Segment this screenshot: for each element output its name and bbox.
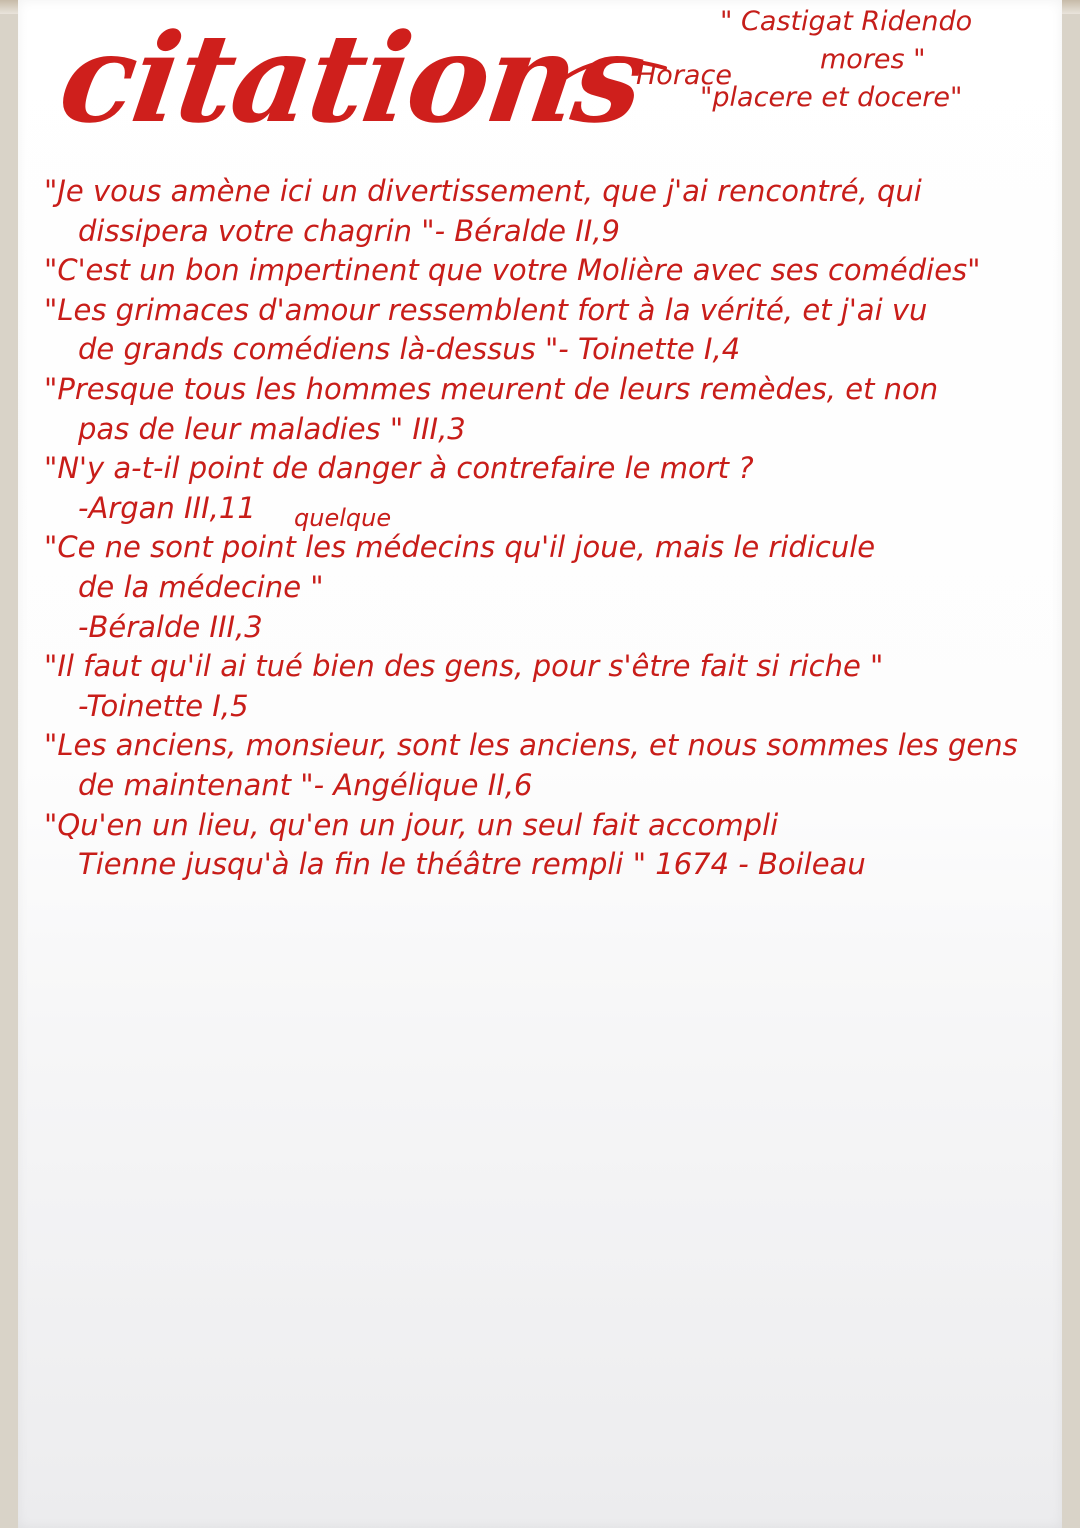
quote-line: "C'est un bon impertinent que votre Molière avec ses comédies" bbox=[44, 253, 981, 288]
quote-attribution: -Béralde III,3 bbox=[78, 609, 263, 644]
quote-line: "Je vous amène ici un divertissement, que j'ai rencontré, qui bbox=[44, 174, 922, 208]
quote-line: "Les anciens, monsieur, sont les anciens, et nous sommes les gens bbox=[44, 728, 1018, 763]
quote-line: de grands comédiens là-dessus "- Toinette I,4 bbox=[78, 332, 741, 367]
quote-line: de maintenant "- Angélique II,6 bbox=[78, 767, 533, 802]
quotes-list bbox=[44, 172, 1044, 885]
correction-note: quelque bbox=[294, 504, 392, 532]
quote-line: "Les grimaces d'amour ressemblent fort à la vérité, et j'ai vu bbox=[44, 292, 928, 327]
page-title: citations bbox=[51, 6, 652, 150]
motto-author: Horace bbox=[636, 60, 732, 91]
motto-line-1: " Castigat Ridendo bbox=[720, 6, 973, 37]
motto-line-3: "placere et docere" bbox=[700, 82, 963, 113]
quote-attribution: -Argan III,11 bbox=[78, 490, 256, 525]
quote-line: "N'y a-t-il point de danger à contrefaire le mort ? bbox=[44, 451, 754, 486]
quote-line: "Presque tous les hommes meurent de leurs remèdes, et non bbox=[44, 371, 939, 406]
quote-attribution: -Toinette I,5 bbox=[78, 688, 249, 723]
quote-line: "Il faut qu'il ai tué bien des gens, pour s'être fait si riche " bbox=[44, 649, 884, 684]
quote-line: "Ce ne sont point les médecins qu'il joue, mais le ridicule bbox=[44, 530, 876, 565]
quote-line: pas de leur maladies " III,3 bbox=[78, 411, 466, 446]
quote-line: de la médecine " bbox=[78, 569, 324, 604]
motto-line-2: mores " bbox=[820, 44, 926, 75]
quote-line: dissipera votre chagrin "- Béralde II,9 bbox=[78, 213, 620, 248]
quote-line: "Qu'en un lieu, qu'en un jour, un seul fait accompli bbox=[44, 807, 779, 842]
quote-line: Tienne jusqu'à la fin le théâtre rempli " 1674 - Boileau bbox=[78, 847, 866, 882]
